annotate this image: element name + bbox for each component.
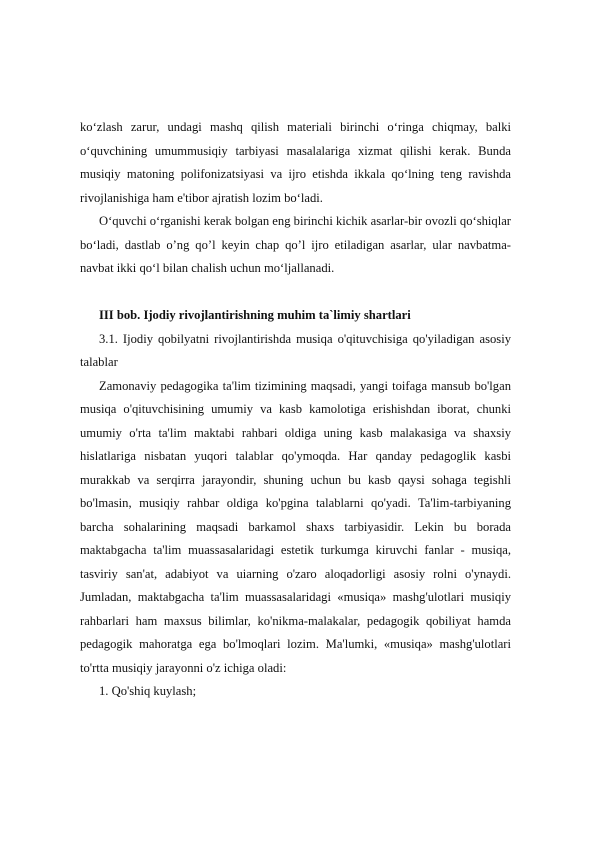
section-title: 3.1. Ijodiy qobilyatni rivojlantirishda musiqa o'qituvchisiga qo'yiladigan asosiy talablar: [80, 331, 511, 369]
chapter-heading: III bob. Ijodiy rivojlantirishning muhim ta`limiy shartlari: [99, 308, 411, 322]
paragraph-modern-pedagogy: Zamonaviy pedagogika ta'lim tizimining maqsadi, yangi toifaga mansub bo'lgan musiqa o'qituvchisining umumiy va kasb kamolotiga erishishdan iborat, chunki umumiy o'rta ta'lim maktabi rahbari oldiga uning kasb malakasiga va shaxsiy hislatlariga nisbatan yuqori talablar qo'ymoqda. Har qanday pedagoglik kasbi murakkab va serqirra jarayondir, shuning uchun bu kasb qaysi sohaga tegishli bo'lmasin, musiqiy rahbar oldiga ko'pgina talablarni qo'yadi. Ta'lim-tarbiyaning barcha sohalarining maqsadi barkamol shaxs tarbiyasidir. Lekin bu borada maktabgacha ta'lim muassasalaridagi estetik turkumga kiruvchi fanlar - musiqa, tasviriy san'at, adabiyot va uiarning o'zaro aloqadorligi asosiy rolni o'ynaydi. Jumladan, maktabgacha ta'lim muassasalaridagi «musiqa» mashg'ulotlari musiqiy rahbarlari ham maxsus bilimlar, ko'nikma-malakalar, pedagogik qobiliyat hamda pedagogik mahoratga ega bo'lmoqlari lozim. Ma'lumki, «musiqa» mashg'ulotlari to'rtta musiqiy jarayonni o'z ichiga oladi:: [80, 378, 511, 675]
document-body: [80, 116, 511, 704]
paragraph-first-pieces: O‘quvchi o‘rganishi kerak bolgan eng birinchi kichik asarlar-bir ovozli qo‘shiqlar bo‘ladi, dastlab o’ng qo’l keyin chap qo’l ijro etiladigan asarlar, ular navbatma- navbat ikki qo‘l bilan chalish uchun mo‘ljallanadi.: [80, 214, 511, 275]
blank-line: [80, 281, 511, 305]
paragraph-continuation: ko‘zlash zarur, undagi mashq qilish materiali birinchi o‘ringa chiqmay, balki o‘quvchining umummusiqiy tarbiyasi masalalariga xizmat qilishi kerak. Bunda musiqiy matoning polifonizatsiyasi va ijro etishda ikkala qo‘lning teng ravishda rivojlanishiga ham e'tibor ajratish lozim bo‘ladi.: [80, 120, 511, 205]
list-item-singing: 1. Qo'shiq kuylash;: [99, 684, 197, 698]
